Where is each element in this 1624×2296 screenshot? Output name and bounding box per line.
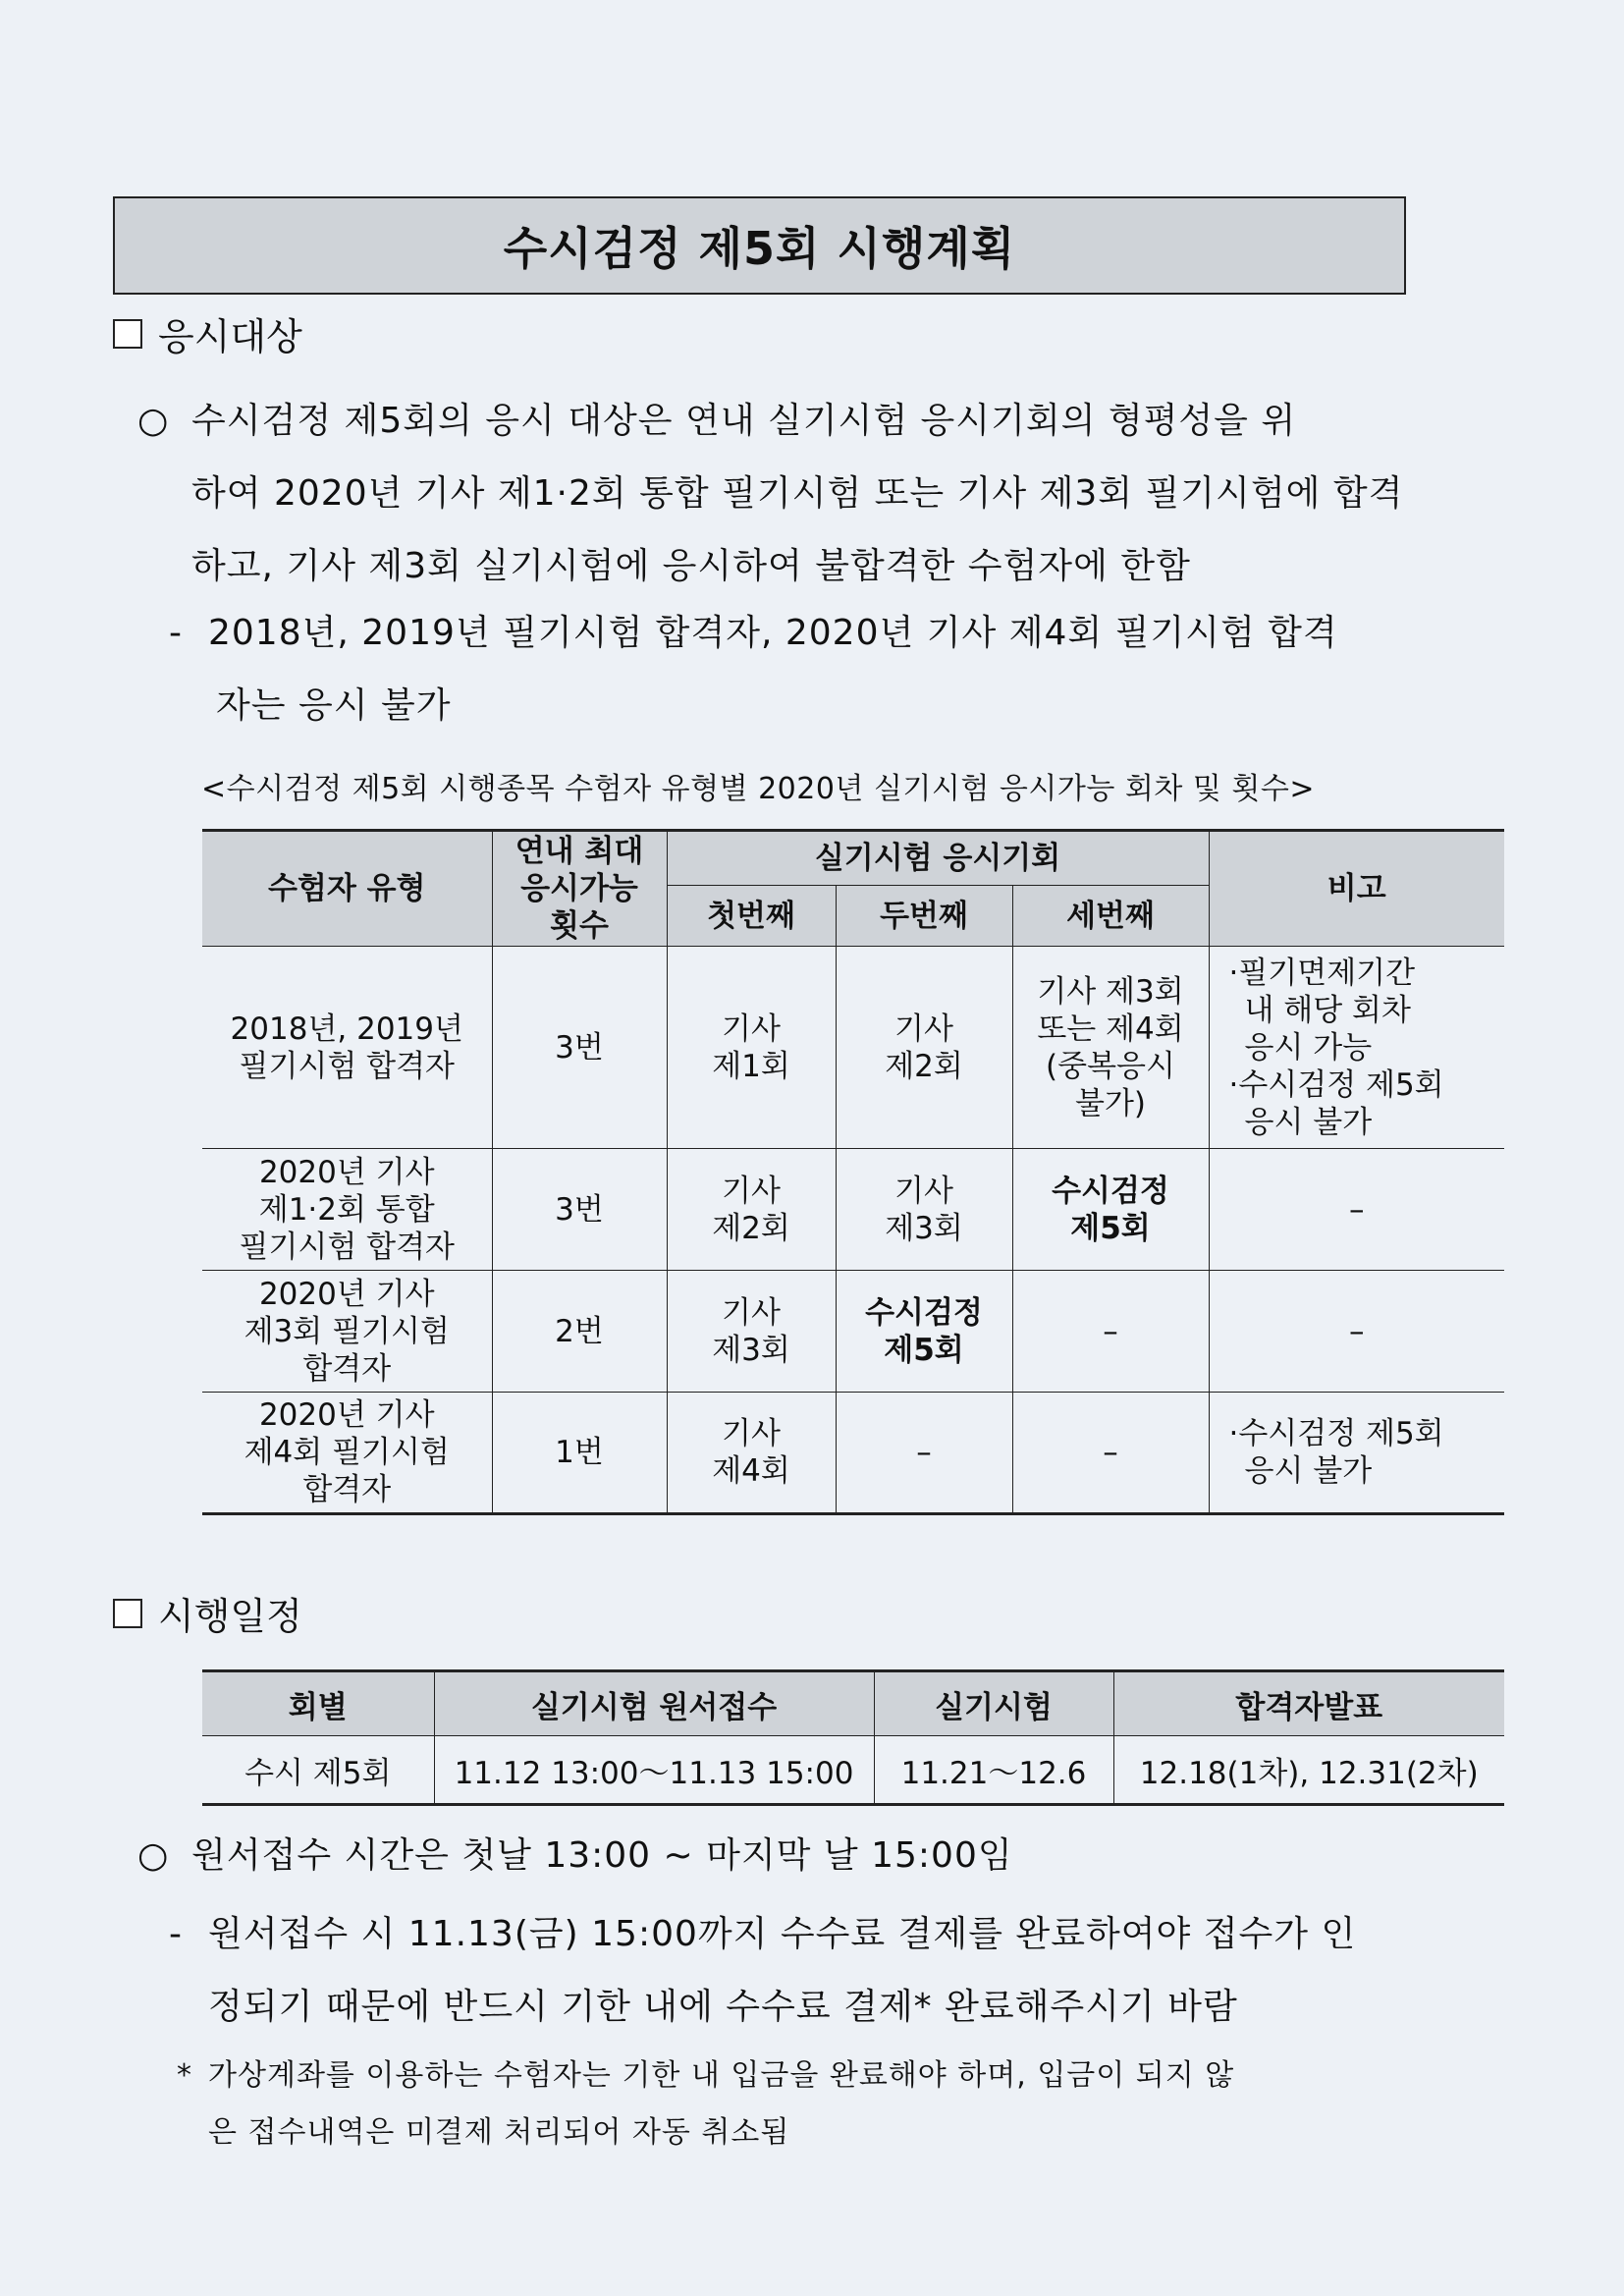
document-title: 수시검정 제5회 시행계획 <box>503 222 1016 275</box>
schedule-cell: 11.12 13:00～11.13 15:00 <box>434 1736 874 1805</box>
schedule-header: 회별 <box>202 1671 434 1736</box>
dash-bullet: - <box>169 613 183 653</box>
schedule-cell: 11.21～12.6 <box>874 1736 1113 1805</box>
table-row: 2018년, 2019년 필기시험 합격자 3번 기사 제1회 기사 제2회 기사 제3회 또는 제4회 (중복응시 불가) ·필기면제기간 내 해당 회차 응시 가능 ·수시검정 제5회 응시 불가 <box>202 947 1504 1149</box>
header-second: 두번째 <box>836 886 1012 947</box>
asterisk-mark: * <box>177 2058 192 2093</box>
sub-line-2: 자는 응시 불가 <box>216 685 452 726</box>
table-caption: <수시검정 제5회 시행종목 수험자 유형별 2020년 실기시험 응시가능 회차 및 횟수> <box>201 772 1315 806</box>
footnote <box>177 2048 1234 2161</box>
table-row <box>202 1736 1504 1805</box>
section-heading-eligibility <box>113 306 302 360</box>
schedule-header: 합격자발표 <box>1113 1671 1504 1736</box>
section-heading-schedule <box>113 1586 302 1640</box>
schedule-cell: 수시 제5회 <box>202 1736 434 1805</box>
application-subpoint <box>169 1898 1356 2044</box>
header-third: 세번째 <box>1012 886 1209 947</box>
eligibility-table <box>202 829 1504 1515</box>
schedule-cell: 12.18(1차), 12.31(2차) <box>1113 1736 1504 1805</box>
note-line-1: 원서접수 시간은 첫날 13:00 ~ 마지막 날 15:00임 <box>191 1835 1013 1876</box>
note-sub-2: 정되기 때문에 반드시 기한 내에 수수료 결제* 완료해주시기 바람 <box>208 1987 1238 2027</box>
circle-bullet-icon: ○ <box>137 401 170 441</box>
schedule-header: 실기시험 원서접수 <box>434 1671 874 1736</box>
application-note <box>137 1820 1013 1892</box>
footnote-line-1: 가상계좌를 이용하는 수험자는 기한 내 입금을 완료해야 하며, 입금이 되지 않 <box>208 2058 1235 2093</box>
header-note: 비고 <box>1209 831 1504 947</box>
section-heading-text: 응시대상 <box>158 315 302 358</box>
circle-bullet-icon: ○ <box>137 1835 170 1876</box>
dash-bullet: - <box>169 1914 183 1954</box>
schedule-table <box>202 1669 1504 1806</box>
para-line-1: 수시검정 제5회의 응시 대상은 연내 실기시험 응시기회의 형평성을 위 <box>191 401 1297 441</box>
checkbox-icon <box>113 319 142 349</box>
schedule-header: 실기시험 <box>874 1671 1113 1736</box>
table-row: 2020년 기사 제4회 필기시험 합격자 1번 기사 제4회 – – ·수시검정 제5회 응시 불가 <box>202 1393 1504 1514</box>
eligibility-paragraph <box>137 385 1403 603</box>
header-first: 첫번째 <box>667 886 836 947</box>
para-line-3: 하고, 기사 제3회 실기시험에 응시하여 불합격한 수험자에 한함 <box>191 546 1191 586</box>
footnote-line-2: 은 접수내역은 미결제 처리되어 자동 취소됨 <box>208 2115 790 2150</box>
header-max: 연내 최대 응시가능 횟수 <box>492 831 667 947</box>
note-sub-1: 원서접수 시 11.13(금) 15:00까지 수수료 결제를 완료하여야 접수가 인 <box>208 1914 1357 1954</box>
checkbox-icon <box>113 1599 142 1628</box>
sub-line-1: 2018년, 2019년 필기시험 합격자, 2020년 기사 제4회 필기시험 합격 <box>208 613 1338 653</box>
table-row: 2020년 기사 제1·2회 통합 필기시험 합격자 3번 기사 제2회 기사 제3회 수시검정 제5회 – <box>202 1149 1504 1271</box>
header-chances: 실기시험 응시기회 <box>667 831 1209 886</box>
section-heading-text: 시행일정 <box>158 1595 302 1638</box>
para-line-2: 하여 2020년 기사 제1·2회 통합 필기시험 또는 기사 제3회 필기시험에 합격 <box>191 473 1404 514</box>
eligibility-subpoint <box>169 597 1338 742</box>
header-type: 수험자 유형 <box>202 831 492 947</box>
table-row: 2020년 기사 제3회 필기시험 합격자 2번 기사 제3회 수시검정 제5회 – – <box>202 1271 1504 1393</box>
document-title-box <box>113 196 1406 295</box>
